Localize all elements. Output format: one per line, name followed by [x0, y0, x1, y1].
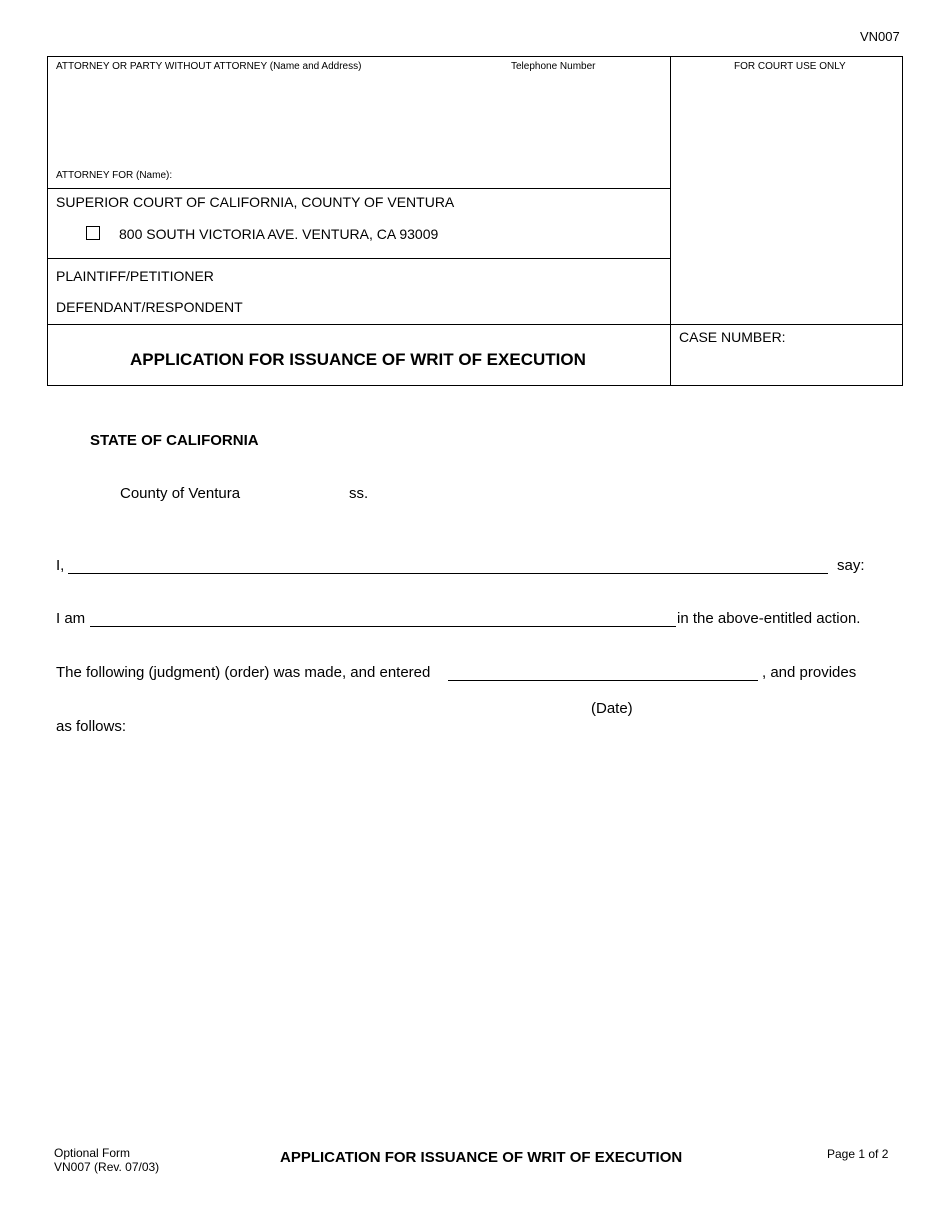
county-label: County of Ventura	[120, 485, 241, 502]
court-name: SUPERIOR COURT OF CALIFORNIA, COUNTY OF VENTURA	[56, 194, 455, 210]
footer-optional-form: Optional Form	[54, 1146, 131, 1160]
role-suffix: in the above-entitled action.	[677, 610, 861, 627]
state-heading: STATE OF CALIFORNIA	[90, 432, 259, 449]
case-number-field[interactable]	[679, 350, 895, 380]
divider-attorney-court	[47, 188, 670, 189]
declarant-suffix: say:	[837, 557, 865, 574]
role-field[interactable]	[90, 625, 676, 627]
plaintiff-label: PLAINTIFF/PETITIONER	[56, 268, 214, 284]
as-follows-label: as follows:	[56, 718, 127, 735]
terms-text-area[interactable]	[56, 745, 896, 1125]
date-caption: (Date)	[591, 700, 633, 717]
case-number-label: CASE NUMBER:	[679, 329, 786, 345]
footer-page-number: Page 1 of 2	[827, 1147, 889, 1161]
declarant-name-field[interactable]	[68, 572, 828, 574]
footer-title: APPLICATION FOR ISSUANCE OF WRIT OF EXECUTION	[280, 1149, 683, 1166]
form-code: VN007	[860, 29, 900, 44]
divider-parties-title	[47, 324, 903, 325]
attorney-label: ATTORNEY OR PARTY WITHOUT ATTORNEY (Name and Address)	[56, 61, 362, 72]
declarant-prefix: I,	[56, 557, 65, 574]
form-title: APPLICATION FOR ISSUANCE OF WRIT OF EXECUTION	[130, 350, 586, 369]
court-address: 800 SOUTH VICTORIA AVE. VENTURA, CA 93009	[119, 226, 439, 242]
telephone-label: Telephone Number	[511, 61, 596, 72]
court-address-checkbox[interactable]	[86, 226, 100, 240]
footer-form-rev: VN007 (Rev. 07/03)	[54, 1160, 160, 1174]
judgment-suffix: , and provides	[762, 664, 857, 681]
court-use-area	[673, 76, 899, 320]
attorney-for-label: ATTORNEY FOR (Name):	[56, 170, 173, 181]
attorney-name-address-field[interactable]	[50, 76, 665, 166]
court-use-label: FOR COURT USE ONLY	[734, 61, 846, 72]
divider-court-parties	[47, 258, 670, 259]
judgment-date-field[interactable]	[448, 679, 758, 681]
judgment-prefix: The following (judgment) (order) was made, and entered	[56, 664, 431, 681]
defendant-label: DEFENDANT/RESPONDENT	[56, 299, 243, 315]
caption-vertical-divider	[670, 56, 671, 386]
role-prefix: I am	[56, 610, 86, 627]
ss-label: ss.	[349, 485, 369, 502]
